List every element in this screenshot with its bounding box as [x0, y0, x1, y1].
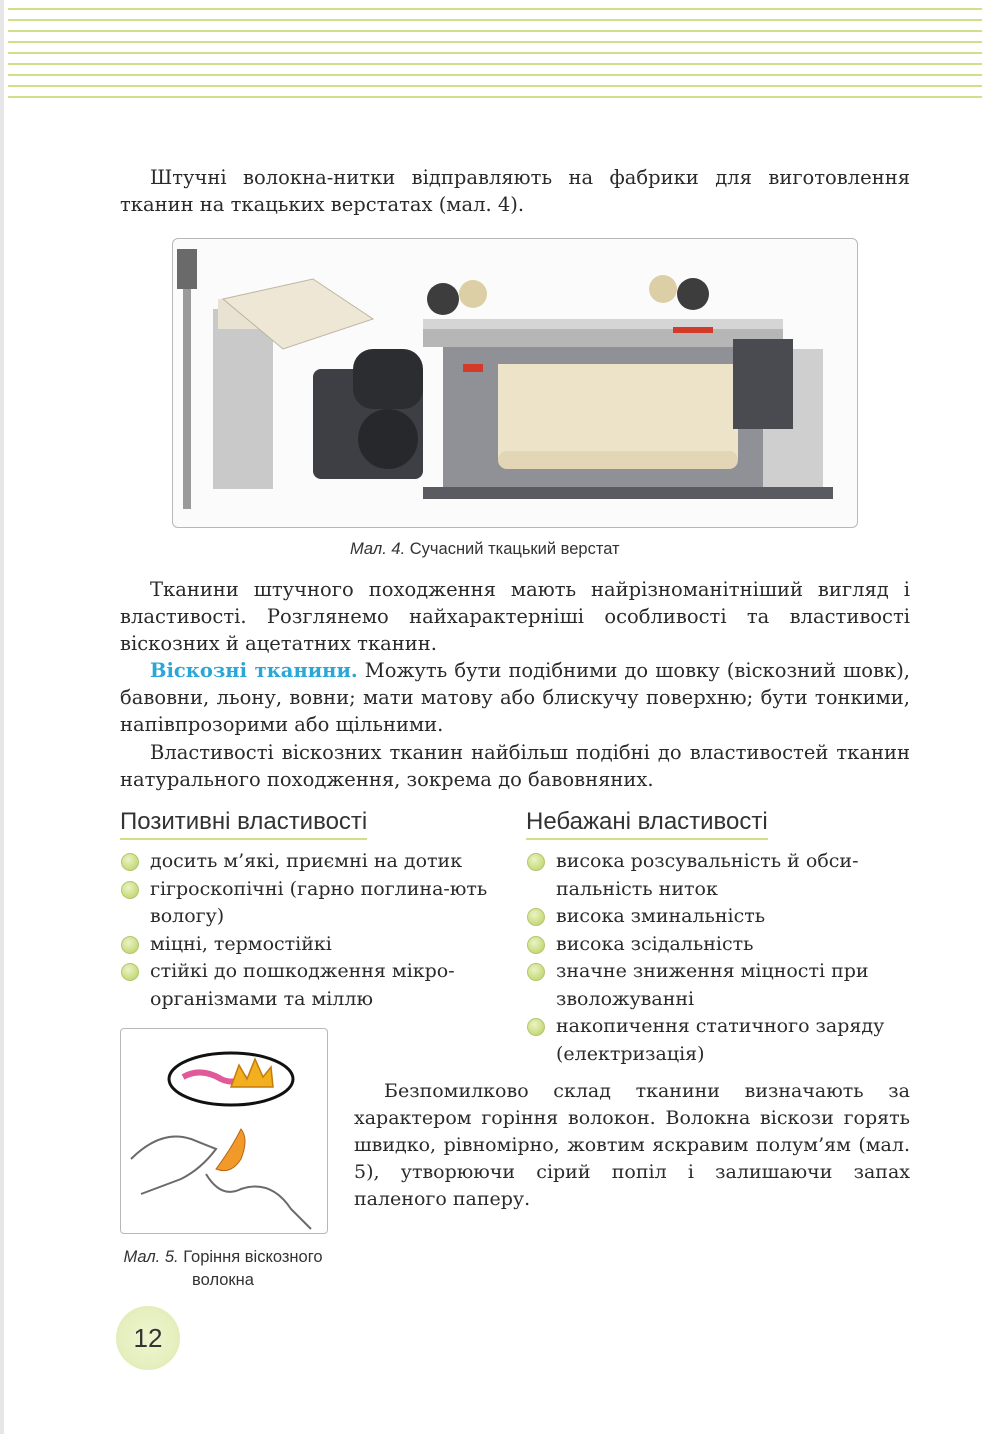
negative-heading: Небажані властивості [526, 808, 768, 840]
weaving-loom-illustration [173, 239, 857, 527]
paragraph-burning-test: Безпомилково склад тканини визначають за характером горіння волокон. Волокна віскози горять швидко, рівномірно, жовтим яскравим полум’ям (мал. 5), утворюючи сірий попіл і залишаючи запах паленого паперу. [354, 1080, 910, 1210]
figure5-label: Мал. 5. [123, 1248, 179, 1266]
list-item: висока зсідальність [526, 931, 896, 959]
burning-fiber-drawing [121, 1029, 327, 1233]
paragraph-artificial-fabrics: Тканини штучного походження мають найрізноманітніший вигляд і властивості. Розглянемо найхарактерніші особливості та властивості віскозних й ацетатних тканин. [120, 578, 910, 655]
viscose-text: Можуть бути подібними до шовку (віскозний шовк), бавовни, льону, вовни; мати матову або блискучу поверхню; бути тонкими, напівпрозорими або щільними. [120, 659, 910, 736]
figure4-label: Мал. 4. [350, 540, 406, 558]
list-item: стійкі до пошкодження мікро-організмами та міллю [120, 958, 500, 1013]
page-number: 12 [116, 1306, 180, 1370]
list-item: гігроскопічні (гарно поглина-ють вологу) [120, 876, 500, 931]
bullet-icon [527, 1018, 545, 1036]
positive-list [120, 848, 500, 1013]
figure4-text: Сучасний ткацький верстат [409, 540, 620, 558]
bullet-icon [527, 853, 545, 871]
positive-heading: Позитивні властивості [120, 808, 367, 840]
bullet-icon [121, 963, 139, 981]
figure5-caption [120, 1246, 326, 1292]
negative-list [526, 848, 896, 1068]
page-left-edge [0, 0, 4, 1434]
list-item: досить м’які, приємні на дотик [120, 848, 500, 876]
list-item: накопичення статичного заряду (електризація) [526, 1013, 896, 1068]
list-item: висока зминальність [526, 903, 896, 931]
list-item: висока розсувальність й обси-пальність ниток [526, 848, 896, 903]
paragraph-viscose-properties: Властивості віскозних тканин найбільш подібні до властивостей тканин натурального походження, зокрема до бавовняних. [120, 741, 910, 791]
intro-paragraph: Штучні волокна-нитки відправляють на фабрики для виготовлення тканин на ткацьких верстатах (мал. 4). [120, 166, 910, 216]
figure4-caption [350, 540, 620, 559]
list-item: значне зниження міцності при зволожуванні [526, 958, 896, 1013]
bullet-icon [527, 936, 545, 954]
bullet-icon [121, 936, 139, 954]
bullet-icon [121, 853, 139, 871]
bullet-icon [527, 963, 545, 981]
paragraph-viscose [120, 657, 910, 738]
figure5-text: Горіння віскозного волокна [183, 1248, 323, 1289]
bullet-icon [121, 881, 139, 899]
header-decorative-lines [8, 8, 982, 108]
loom-photo [172, 238, 858, 528]
list-item: міцні, термостійкі [120, 931, 500, 959]
burning-fiber-illustration [120, 1028, 328, 1234]
viscose-term: Віскозні тканини. [150, 659, 358, 682]
bullet-icon [527, 908, 545, 926]
